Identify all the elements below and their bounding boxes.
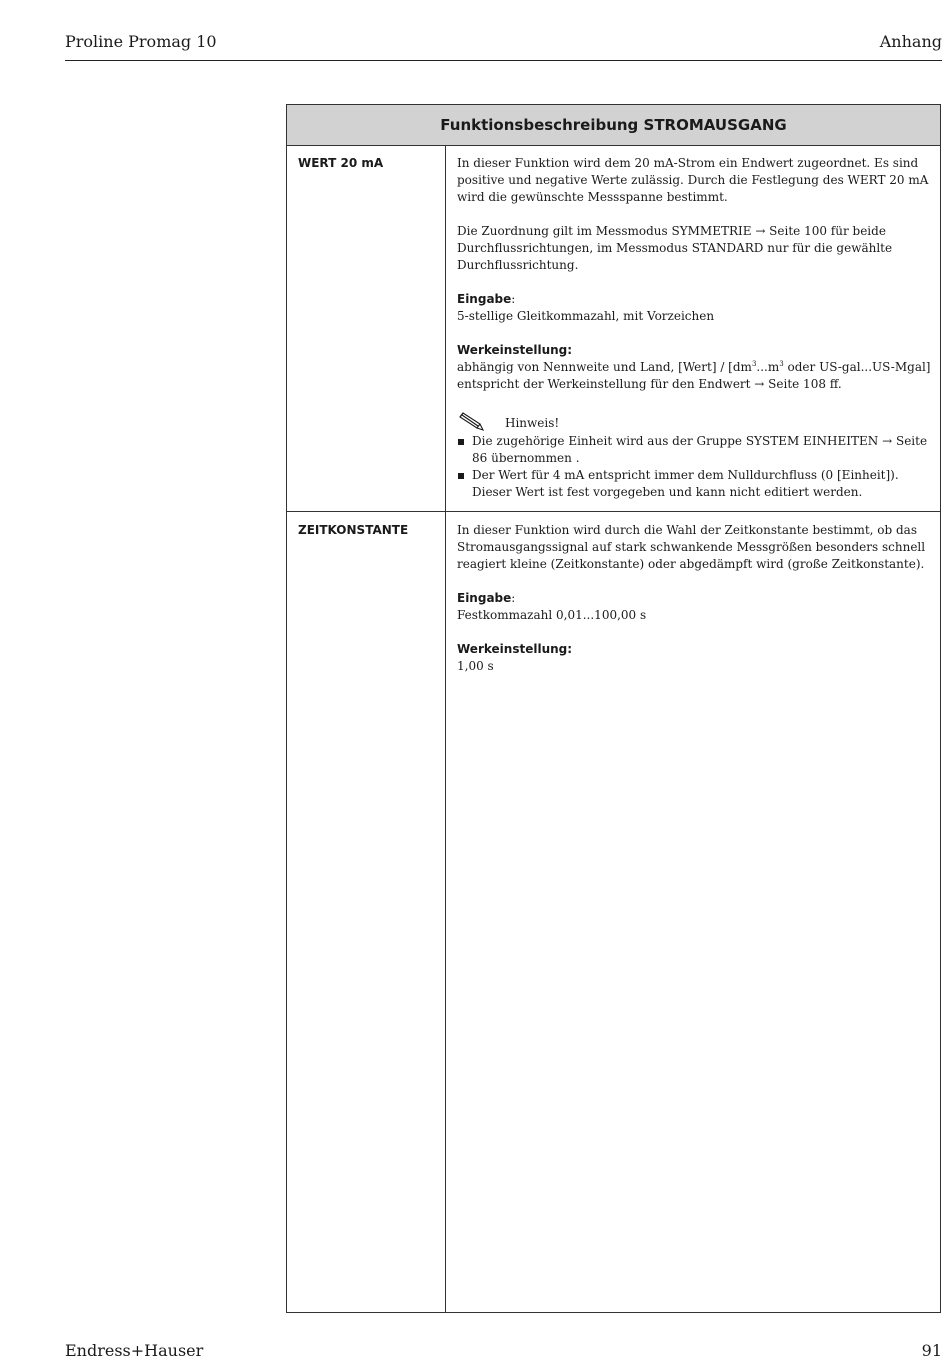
function-description-table xyxy=(286,104,941,1313)
row-content-wert-20ma xyxy=(457,155,932,501)
input-heading: Eingabe xyxy=(457,591,512,605)
table-title: Funktionsbeschreibung STROMAUSGANG xyxy=(287,105,940,146)
default-heading: Werkeinstellung: xyxy=(457,642,573,656)
column-divider xyxy=(445,145,446,1313)
row-divider xyxy=(287,511,940,512)
note-item-text: Die zugehörige Einheit wird aus der Gruppe SYSTEM EINHEITEN → Seite 86 übernommen . xyxy=(472,434,928,465)
note-title: Hinweis! xyxy=(505,416,560,430)
default-block xyxy=(457,342,932,393)
pencil-icon xyxy=(458,411,484,431)
note-item-text: Dieser Wert ist fest vorgegeben und kann nicht editiert werden. xyxy=(472,485,863,499)
description-paragraph: In dieser Funktion wird durch die Wahl der Zeitkonstante bestimmt, ob das Stromausgangssignal auf stark schwankende Messgrößen besonders schnell reagiert kleine (Zeitkonstante) oder abgedämpft wird (große Zeitkonstante). xyxy=(457,523,926,571)
page-header xyxy=(65,30,942,61)
square-bullet-icon xyxy=(458,439,464,445)
default-value-part: oder US-gal...US-Mgal] xyxy=(783,360,931,374)
note-block xyxy=(457,415,932,501)
list-item xyxy=(457,467,932,501)
superscript-3: 3 xyxy=(751,360,757,368)
input-heading-colon: : xyxy=(511,591,516,605)
input-value: 5-stellige Gleitkommazahl, mit Vorzeichen xyxy=(457,309,715,323)
page-footer xyxy=(65,1341,942,1363)
default-heading: Werkeinstellung: xyxy=(457,343,573,357)
row-label-wert-20ma: WERT 20 mA xyxy=(298,156,384,170)
default-value: 1,00 s xyxy=(457,659,494,673)
square-bullet-icon xyxy=(458,473,464,479)
default-value-line2: entspricht der Werkeinstellung für den Endwert → Seite 108 ff. xyxy=(457,377,842,391)
page-number: 91 xyxy=(921,1341,942,1360)
input-heading: Eingabe xyxy=(457,292,512,306)
row-label-zeitkonstante: ZEITKONSTANTE xyxy=(298,523,409,537)
description-paragraph: In dieser Funktion wird dem 20 mA-Strom ein Endwert zugeordnet. Es sind positive und negative Werte zulässig. Durch die Festlegung des WERT 20 mA wird die gewünschte Messspanne bestimmt. xyxy=(457,156,929,204)
note-header xyxy=(457,415,932,433)
superscript-3: 3 xyxy=(779,360,784,368)
input-block xyxy=(457,291,932,325)
row-content-zeitkonstante xyxy=(457,522,932,692)
header-section-name: Anhang xyxy=(879,32,942,51)
note-item-text: Der Wert für 4 mA entspricht immer dem Nulldurchfluss (0 [Einheit]). xyxy=(472,468,899,482)
default-block xyxy=(457,641,932,675)
default-value-part: ...m xyxy=(756,360,780,374)
note-list xyxy=(457,433,932,501)
input-block xyxy=(457,590,932,624)
input-value: Festkommazahl 0,01...100,00 s xyxy=(457,608,647,622)
header-product-name: Proline Promag 10 xyxy=(65,32,217,51)
list-item xyxy=(457,433,932,467)
input-heading-colon: : xyxy=(511,292,516,306)
default-value-part: abhängig von Nennweite und Land, [Wert] / [dm xyxy=(457,360,752,374)
footer-company: Endress+Hauser xyxy=(65,1341,204,1360)
description-paragraph: Die Zuordnung gilt im Messmodus SYMMETRIE → Seite 100 für beide Durchflussrichtungen, im Messmodus STANDARD nur für die gewählte Durchflussrichtung. xyxy=(457,224,893,272)
